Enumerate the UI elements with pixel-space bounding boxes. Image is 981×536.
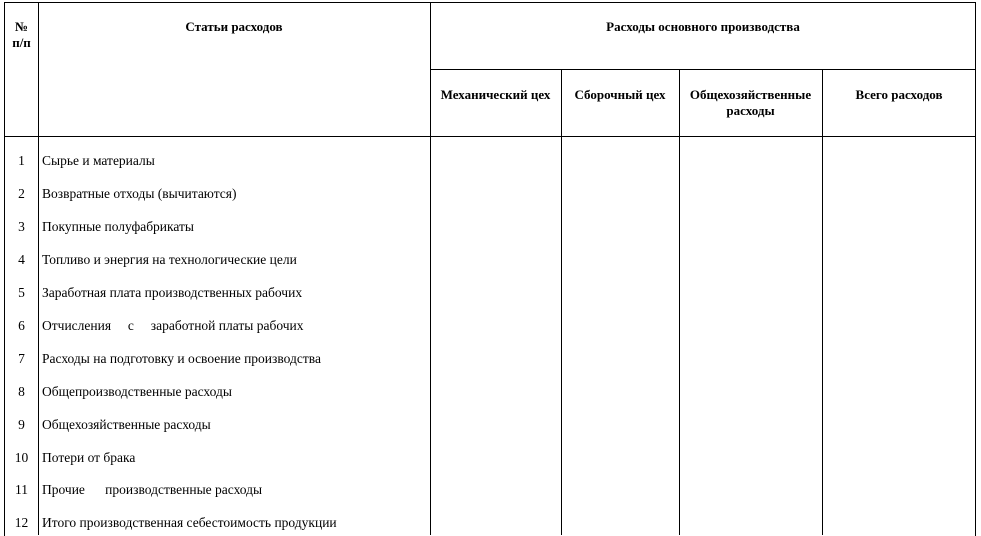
col-divider-num: [38, 3, 39, 535]
header-bottom-border: [5, 136, 976, 137]
row-label: Прочие производственные расходы: [42, 482, 263, 497]
col-divider-general: [822, 69, 823, 535]
header-general-line2: расходы: [726, 103, 775, 118]
row-num: 3: [18, 219, 25, 234]
row-label: Общехозяйственные расходы: [42, 417, 211, 432]
row-label: Топливо и энергия на технологические цели: [42, 252, 297, 267]
row-num: 1: [18, 153, 25, 168]
header-group-col: Расходы основного производства: [606, 19, 800, 34]
header-num-line2: п/п: [12, 35, 31, 50]
row-num: 7: [18, 351, 25, 366]
header-num-col: [5, 19, 38, 51]
header-total: Всего расходов: [855, 87, 943, 102]
row-label: Покупные полуфабрикаты: [42, 219, 195, 234]
col-divider-assembly: [679, 69, 680, 535]
row-label: Сырье и материалы: [42, 153, 155, 168]
row-label: Общепроизводственные расходы: [42, 384, 232, 399]
col-divider-mech: [561, 69, 562, 535]
row-num: 2: [18, 186, 25, 201]
header-general-expenses: [679, 87, 822, 119]
row-num: 10: [14, 450, 29, 465]
row-label: Потери от брака: [42, 450, 136, 465]
row-num: 12: [14, 515, 29, 530]
header-mechanical-shop: Механический цех: [440, 87, 551, 102]
row-num: 9: [18, 417, 25, 432]
header-num-line1: №: [14, 19, 29, 34]
row-num: 5: [18, 285, 25, 300]
row-num: 4: [18, 252, 25, 267]
row-label: Расходы на подготовку и освоение производства: [42, 351, 321, 366]
row-num: 8: [18, 384, 25, 399]
header-assembly-shop: Сборочный цех: [574, 87, 666, 102]
row-num: 6: [18, 318, 25, 333]
row-label: Заработная плата производственных рабочих: [42, 285, 303, 300]
group-header-divider: [430, 69, 976, 70]
row-label: Возвратные отходы (вычитаются): [42, 186, 237, 201]
row-label: Отчисления с заработной платы рабочих: [42, 318, 304, 333]
row-num: 11: [15, 482, 28, 497]
header-items-col: Статьи расходов: [185, 19, 283, 34]
row-label: Итого производственная себестоимость продукции: [42, 515, 337, 530]
cost-table: [4, 2, 976, 536]
header-general-line1: Общехозяйственные: [689, 87, 812, 102]
col-divider-items: [430, 3, 431, 535]
